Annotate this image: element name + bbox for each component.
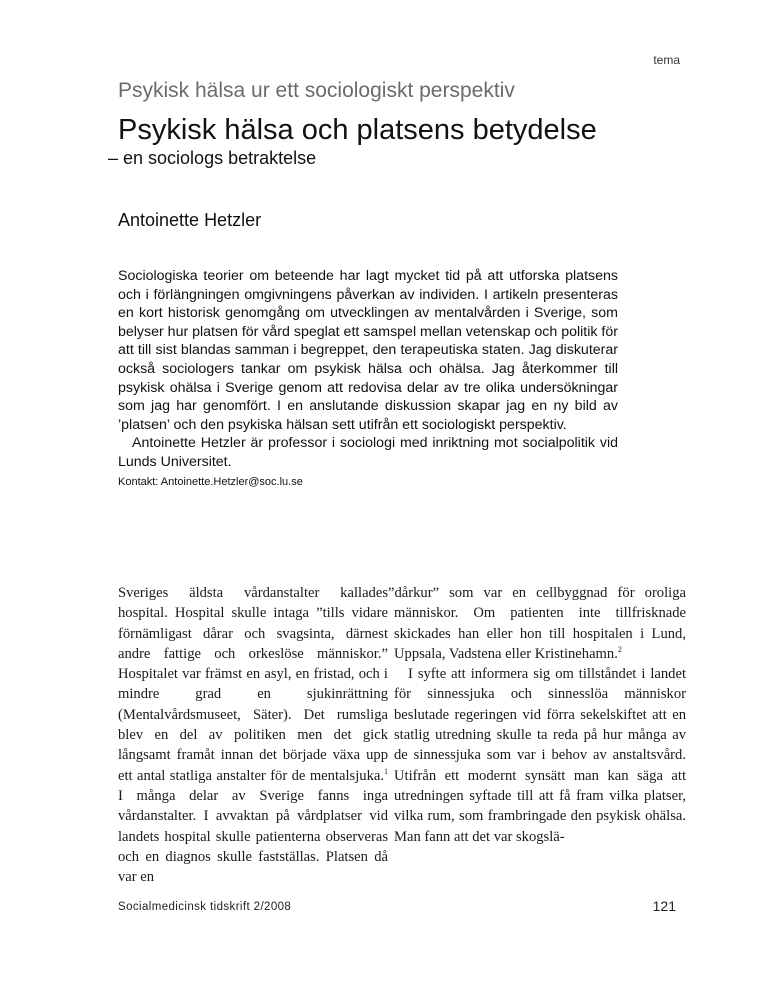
article-subtitle: – en sociologs betraktelse — [108, 148, 317, 168]
journal-footer: Socialmedicinsk tidskrift 2/2008 — [118, 901, 292, 913]
contact-email: Kontakt: Antoinette.Hetzler@soc.lu.se — [118, 475, 303, 488]
theme-kicker: Psykisk hälsa ur ett sociologiskt perspektiv — [118, 79, 515, 102]
footnote-ref: 2 — [617, 645, 622, 655]
article-title: Psykisk hälsa och platsens betydelse — [118, 114, 597, 146]
section-tag: tema — [653, 53, 680, 67]
page-number: 121 — [652, 898, 676, 914]
author-bio: Antoinette Hetzler är professor i sociologi med inriktning mot socialpolitik vid Lunds Universitet. — [118, 435, 618, 470]
body-column-left — [118, 583, 388, 887]
body-text: I många delar av Sverige fanns inga vårdanstalter. I avvaktan på vårdplatser vid landets hospital skulle patienterna observeras och en diagnos skulle fastställas. Platsen då var en — [118, 787, 388, 886]
body-text: Sveriges äldsta vårdanstalter kallades hospital. Hospital skulle intaga ”tills vidare förnämligast dårar och svagsinta, därnest andre fattige och orkeslöse människor.” Hospitalet var främst en asyl, en fristad, och i mindre grad en sjukinrättning (Mentalvårdsmuseet, Säter). Det rumsliga blev en del av politiken men det gick långsamt framåt innan det började växa upp ett antal statliga anstalter för de mentalsjuka. — [118, 585, 388, 784]
body-column-right — [388, 583, 686, 847]
abstract-text: Sociologiska teorier om beteende har lagt mycket tid på att utforska platsens och i förlängningen omgivningens påverkan av individen. I artikeln presenteras en kort historisk genomgång om utvecklingen av mentalvården i Sverige, som belyser hur platsen för vård speglat ett samspel mellan vetenskap och politik för att till sist blandas samman i begreppet, den terapeutiska staten. Jag diskuterar också sociologers tankar om psykisk hälsa och ohälsa. Jag återkommer till psykisk ohälsa i Sverige genom att redovisa delar av tre olika undersökningar som jag har genomfört. I en anslutande diskussion skapar jag en ny bild av ’platsen’ och den psykiska hälsan sett utifrån ett sociologiskt perspektiv. — [118, 268, 618, 433]
body-paragraph — [388, 583, 686, 664]
body-text: ”dårkur” som var en cellbyggnad för oroliga människor. Om patienten inte tillfrisknade skickades han eller hon till hospitalen i Lund, Uppsala, Vadstena eller Kristinehamn. — [388, 585, 686, 662]
body-paragraph — [118, 583, 388, 887]
body-paragraph: I syfte att informera sig om tillståndet i landet för sinnessjuka och sinnesslöa människor beslutade regeringen vid förra sekelskiftet att en statlig utredning skulle ta reda på hur många av de sinnessjuka som var i behov av anstaltsvård. Utifrån ett modernt synsätt man kan säga att utredningen syftade till att få fram vilka platser, vilka rum, som frambringade den psykisk ohälsa. Man fann att det var skogslä- — [394, 666, 686, 845]
author-name: Antoinette Hetzler — [118, 210, 262, 230]
abstract — [118, 267, 618, 490]
footnote-ref: 1 — [384, 766, 388, 776]
